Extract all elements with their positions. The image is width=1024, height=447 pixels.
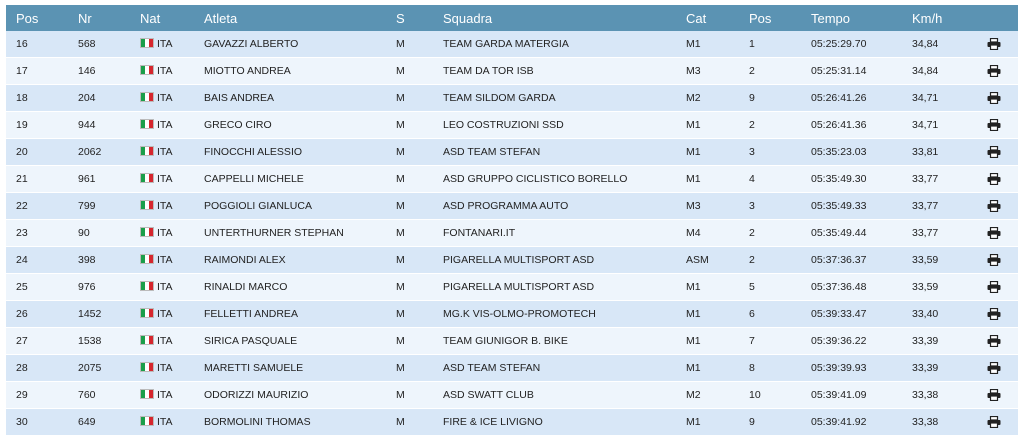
cell-cat: M4: [676, 220, 739, 247]
printer-icon[interactable]: [987, 200, 1001, 212]
cell-print: [970, 85, 1018, 112]
cell-pos: 21: [6, 166, 68, 193]
cell-athlete: GRECO CIRO: [194, 112, 386, 139]
cell-time: 05:26:41.26: [801, 85, 902, 112]
cell-cat: M1: [676, 301, 739, 328]
cell-sex: M: [386, 31, 433, 58]
cell-team: ASD TEAM STEFAN: [433, 139, 676, 166]
nat-code: ITA: [157, 92, 173, 104]
italy-flag-icon: [140, 119, 154, 129]
results-table: [6, 5, 1018, 436]
cell-sex: M: [386, 355, 433, 382]
cell-time: 05:39:39.93: [801, 355, 902, 382]
cell-time: 05:39:36.22: [801, 328, 902, 355]
cell-nr: 2062: [68, 139, 130, 166]
nat-code: ITA: [157, 200, 173, 212]
cell-athlete: CAPPELLI MICHELE: [194, 166, 386, 193]
header-sex[interactable]: S: [386, 5, 433, 31]
cell-cat: M3: [676, 193, 739, 220]
cell-nr: 1452: [68, 301, 130, 328]
cell-cat-pos: 2: [739, 247, 801, 274]
header-team[interactable]: Squadra: [433, 5, 676, 31]
nat-code: ITA: [157, 389, 173, 401]
cell-athlete: ODORIZZI MAURIZIO: [194, 382, 386, 409]
results-header: [6, 5, 1018, 31]
cell-athlete: BORMOLINI THOMAS: [194, 409, 386, 436]
nat-code: ITA: [157, 335, 173, 347]
cell-speed: 34,84: [902, 58, 970, 85]
cell-team: TEAM GIUNIGOR B. BIKE: [433, 328, 676, 355]
cell-pos: 18: [6, 85, 68, 112]
cell-nr: 90: [68, 220, 130, 247]
cell-print: [970, 382, 1018, 409]
cell-cat-pos: 10: [739, 382, 801, 409]
italy-flag-icon: [140, 146, 154, 156]
cell-sex: M: [386, 301, 433, 328]
cell-athlete: MIOTTO ANDREA: [194, 58, 386, 85]
cell-time: 05:35:23.03: [801, 139, 902, 166]
cell-nat: [130, 382, 194, 409]
cell-nat: [130, 247, 194, 274]
table-row[interactable]: [6, 85, 1018, 112]
cell-cat-pos: 5: [739, 274, 801, 301]
cell-team: PIGARELLA MULTISPORT ASD: [433, 274, 676, 301]
cell-nat: [130, 31, 194, 58]
cell-sex: M: [386, 247, 433, 274]
italy-flag-icon: [140, 65, 154, 75]
table-row[interactable]: [6, 220, 1018, 247]
cell-nat: [130, 274, 194, 301]
cell-cat: M2: [676, 85, 739, 112]
cell-nat: [130, 85, 194, 112]
header-cat-pos[interactable]: Pos: [739, 5, 801, 31]
cell-athlete: POGGIOLI GIANLUCA: [194, 193, 386, 220]
cell-print: [970, 58, 1018, 85]
cell-nat: [130, 409, 194, 436]
cell-print: [970, 166, 1018, 193]
cell-cat-pos: 1: [739, 31, 801, 58]
cell-team: ASD PROGRAMMA AUTO: [433, 193, 676, 220]
cell-nr: 799: [68, 193, 130, 220]
cell-speed: 34,71: [902, 85, 970, 112]
table-row[interactable]: [6, 409, 1018, 436]
cell-time: 05:26:41.36: [801, 112, 902, 139]
cell-nat: [130, 301, 194, 328]
table-row[interactable]: [6, 31, 1018, 58]
cell-time: 05:37:36.37: [801, 247, 902, 274]
cell-print: [970, 301, 1018, 328]
cell-nr: 1538: [68, 328, 130, 355]
header-athlete[interactable]: Atleta: [194, 5, 386, 31]
cell-pos: 20: [6, 139, 68, 166]
printer-icon[interactable]: [987, 146, 1001, 158]
cell-time: 05:35:49.30: [801, 166, 902, 193]
cell-sex: M: [386, 139, 433, 166]
table-row[interactable]: [6, 166, 1018, 193]
header-print: [970, 5, 1018, 31]
printer-icon[interactable]: [987, 173, 1001, 185]
cell-time: 05:35:49.33: [801, 193, 902, 220]
cell-pos: 17: [6, 58, 68, 85]
cell-speed: 33,77: [902, 193, 970, 220]
cell-nat: [130, 355, 194, 382]
cell-cat: M1: [676, 139, 739, 166]
table-row[interactable]: [6, 328, 1018, 355]
italy-flag-icon: [140, 335, 154, 345]
cell-cat: ASM: [676, 247, 739, 274]
cell-athlete: FINOCCHI ALESSIO: [194, 139, 386, 166]
cell-athlete: FELLETTI ANDREA: [194, 301, 386, 328]
cell-speed: 33,38: [902, 409, 970, 436]
cell-cat-pos: 6: [739, 301, 801, 328]
cell-sex: M: [386, 193, 433, 220]
cell-nr: 961: [68, 166, 130, 193]
nat-code: ITA: [157, 416, 173, 428]
cell-sex: M: [386, 112, 433, 139]
nat-code: ITA: [157, 65, 173, 77]
nat-code: ITA: [157, 227, 173, 239]
header-speed[interactable]: Km/h: [902, 5, 970, 31]
cell-pos: 19: [6, 112, 68, 139]
cell-time: 05:39:41.09: [801, 382, 902, 409]
nat-code: ITA: [157, 173, 173, 185]
cell-team: FIRE & ICE LIVIGNO: [433, 409, 676, 436]
cell-print: [970, 328, 1018, 355]
table-row[interactable]: [6, 355, 1018, 382]
cell-athlete: SIRICA PASQUALE: [194, 328, 386, 355]
cell-nr: 976: [68, 274, 130, 301]
cell-pos: 23: [6, 220, 68, 247]
cell-print: [970, 409, 1018, 436]
italy-flag-icon: [140, 200, 154, 210]
header-time[interactable]: Tempo: [801, 5, 902, 31]
cell-cat-pos: 9: [739, 85, 801, 112]
cell-cat-pos: 4: [739, 166, 801, 193]
cell-athlete: RAIMONDI ALEX: [194, 247, 386, 274]
cell-time: 05:25:31.14: [801, 58, 902, 85]
nat-code: ITA: [157, 281, 173, 293]
italy-flag-icon: [140, 173, 154, 183]
printer-icon[interactable]: [987, 92, 1001, 104]
cell-speed: 34,71: [902, 112, 970, 139]
printer-icon[interactable]: [987, 281, 1001, 293]
printer-icon[interactable]: [987, 227, 1001, 239]
cell-athlete: UNTERTHURNER STEPHAN: [194, 220, 386, 247]
table-row[interactable]: [6, 58, 1018, 85]
cell-cat-pos: 2: [739, 58, 801, 85]
printer-icon[interactable]: [987, 254, 1001, 266]
cell-nat: [130, 193, 194, 220]
cell-nat: [130, 139, 194, 166]
cell-speed: 33,81: [902, 139, 970, 166]
cell-print: [970, 220, 1018, 247]
cell-pos: 24: [6, 247, 68, 274]
cell-team: TEAM SILDOM GARDA: [433, 85, 676, 112]
nat-code: ITA: [157, 119, 173, 131]
cell-speed: 33,77: [902, 220, 970, 247]
cell-team: ASD TEAM STEFAN: [433, 355, 676, 382]
cell-cat-pos: 2: [739, 112, 801, 139]
cell-time: 05:35:49.44: [801, 220, 902, 247]
cell-speed: 34,84: [902, 31, 970, 58]
cell-sex: M: [386, 382, 433, 409]
printer-icon[interactable]: [987, 65, 1001, 77]
italy-flag-icon: [140, 227, 154, 237]
nat-code: ITA: [157, 38, 173, 50]
cell-nr: 649: [68, 409, 130, 436]
cell-cat: M1: [676, 355, 739, 382]
italy-flag-icon: [140, 362, 154, 372]
cell-athlete: MARETTI SAMUELE: [194, 355, 386, 382]
cell-nr: 568: [68, 31, 130, 58]
cell-team: PIGARELLA MULTISPORT ASD: [433, 247, 676, 274]
cell-print: [970, 139, 1018, 166]
nat-code: ITA: [157, 146, 173, 158]
table-row[interactable]: [6, 382, 1018, 409]
table-row[interactable]: [6, 112, 1018, 139]
cell-speed: 33,40: [902, 301, 970, 328]
cell-nr: 146: [68, 58, 130, 85]
cell-sex: M: [386, 409, 433, 436]
italy-flag-icon: [140, 38, 154, 48]
cell-team: LEO COSTRUZIONI SSD: [433, 112, 676, 139]
table-row[interactable]: [6, 193, 1018, 220]
cell-cat: M3: [676, 58, 739, 85]
cell-cat-pos: 3: [739, 139, 801, 166]
cell-print: [970, 31, 1018, 58]
cell-pos: 29: [6, 382, 68, 409]
nat-code: ITA: [157, 308, 173, 320]
header-cat[interactable]: Cat: [676, 5, 739, 31]
cell-team: ASD SWATT CLUB: [433, 382, 676, 409]
cell-nr: 2075: [68, 355, 130, 382]
cell-nr: 398: [68, 247, 130, 274]
cell-sex: M: [386, 220, 433, 247]
cell-athlete: RINALDI MARCO: [194, 274, 386, 301]
cell-athlete: GAVAZZI ALBERTO: [194, 31, 386, 58]
cell-cat: M1: [676, 409, 739, 436]
cell-print: [970, 112, 1018, 139]
cell-nr: 760: [68, 382, 130, 409]
printer-icon[interactable]: [987, 389, 1001, 401]
cell-nat: [130, 328, 194, 355]
header-pos[interactable]: Pos: [6, 5, 68, 31]
cell-pos: 30: [6, 409, 68, 436]
cell-pos: 28: [6, 355, 68, 382]
cell-sex: M: [386, 166, 433, 193]
cell-pos: 25: [6, 274, 68, 301]
cell-speed: 33,39: [902, 328, 970, 355]
cell-time: 05:39:41.92: [801, 409, 902, 436]
header-nat[interactable]: Nat: [130, 5, 194, 31]
cell-sex: M: [386, 58, 433, 85]
results-body: [6, 31, 1018, 436]
cell-cat: M1: [676, 328, 739, 355]
cell-speed: 33,38: [902, 382, 970, 409]
cell-print: [970, 274, 1018, 301]
italy-flag-icon: [140, 281, 154, 291]
cell-team: FONTANARI.IT: [433, 220, 676, 247]
cell-sex: M: [386, 85, 433, 112]
italy-flag-icon: [140, 389, 154, 399]
cell-team: TEAM DA TOR ISB: [433, 58, 676, 85]
nat-code: ITA: [157, 254, 173, 266]
cell-print: [970, 193, 1018, 220]
cell-speed: 33,59: [902, 247, 970, 274]
table-row[interactable]: [6, 247, 1018, 274]
printer-icon[interactable]: [987, 362, 1001, 374]
cell-print: [970, 355, 1018, 382]
italy-flag-icon: [140, 308, 154, 318]
cell-sex: M: [386, 328, 433, 355]
cell-time: 05:37:36.48: [801, 274, 902, 301]
cell-cat-pos: 2: [739, 220, 801, 247]
cell-nat: [130, 58, 194, 85]
cell-pos: 22: [6, 193, 68, 220]
cell-nat: [130, 220, 194, 247]
nat-code: ITA: [157, 362, 173, 374]
italy-flag-icon: [140, 254, 154, 264]
cell-cat: M1: [676, 166, 739, 193]
cell-team: MG.K VIS-OLMO-PROMOTECH: [433, 301, 676, 328]
cell-cat: M1: [676, 31, 739, 58]
table-row[interactable]: [6, 274, 1018, 301]
cell-nr: 944: [68, 112, 130, 139]
table-row[interactable]: [6, 139, 1018, 166]
cell-athlete: BAIS ANDREA: [194, 85, 386, 112]
cell-pos: 26: [6, 301, 68, 328]
cell-speed: 33,39: [902, 355, 970, 382]
cell-pos: 27: [6, 328, 68, 355]
printer-icon[interactable]: [987, 416, 1001, 428]
cell-nat: [130, 166, 194, 193]
cell-pos: 16: [6, 31, 68, 58]
italy-flag-icon: [140, 416, 154, 426]
cell-cat-pos: 7: [739, 328, 801, 355]
cell-sex: M: [386, 274, 433, 301]
cell-time: 05:25:29.70: [801, 31, 902, 58]
cell-cat-pos: 8: [739, 355, 801, 382]
cell-cat: M2: [676, 382, 739, 409]
cell-team: ASD GRUPPO CICLISTICO BORELLO: [433, 166, 676, 193]
italy-flag-icon: [140, 92, 154, 102]
cell-speed: 33,77: [902, 166, 970, 193]
cell-team: TEAM GARDA MATERGIA: [433, 31, 676, 58]
cell-cat-pos: 9: [739, 409, 801, 436]
printer-icon[interactable]: [987, 38, 1001, 50]
cell-print: [970, 247, 1018, 274]
cell-nat: [130, 112, 194, 139]
cell-cat-pos: 3: [739, 193, 801, 220]
cell-nr: 204: [68, 85, 130, 112]
printer-icon[interactable]: [987, 119, 1001, 131]
printer-icon[interactable]: [987, 308, 1001, 320]
header-row: [6, 5, 1018, 31]
cell-speed: 33,59: [902, 274, 970, 301]
cell-cat: M1: [676, 112, 739, 139]
table-row[interactable]: [6, 301, 1018, 328]
printer-icon[interactable]: [987, 335, 1001, 347]
cell-cat: M1: [676, 274, 739, 301]
header-nr[interactable]: Nr: [68, 5, 130, 31]
cell-time: 05:39:33.47: [801, 301, 902, 328]
